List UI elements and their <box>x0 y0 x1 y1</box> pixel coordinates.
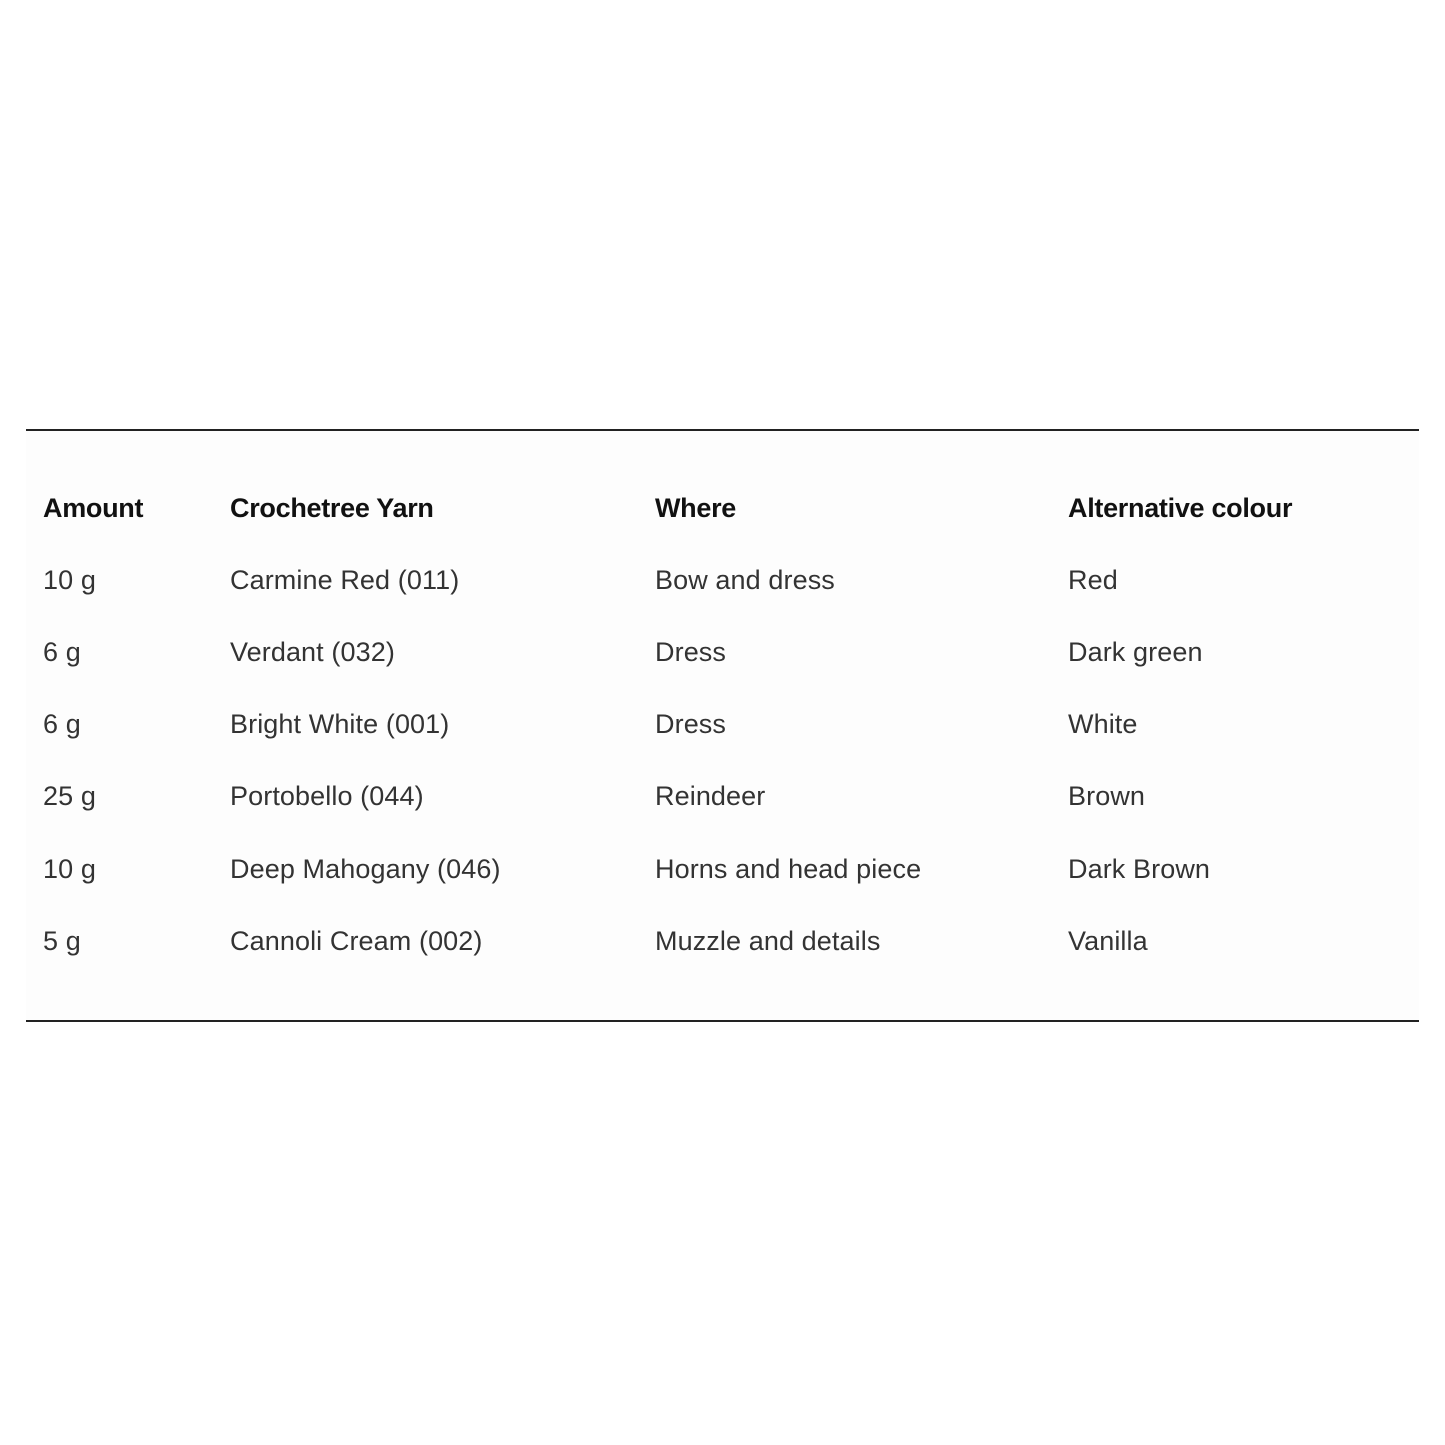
cell-yarn: Deep Mahogany (046) <box>230 853 501 884</box>
cell-where: Reindeer <box>655 781 766 812</box>
cell-amount: 10 g <box>43 853 96 884</box>
cell-amount: 6 g <box>43 636 81 667</box>
header-where: Where <box>655 492 737 523</box>
header-amount: Amount <box>43 492 144 523</box>
table-row <box>43 616 1398 688</box>
cell-alternative-colour: Vanilla <box>1068 925 1148 956</box>
cell-amount: 25 g <box>43 781 96 812</box>
cell-yarn: Portobello (044) <box>230 781 424 812</box>
cell-amount: 6 g <box>43 709 81 740</box>
cell-alternative-colour: Dark Brown <box>1068 853 1211 884</box>
table-header-row <box>43 472 1398 544</box>
header-yarn: Crochetree Yarn <box>230 492 434 523</box>
cell-alternative-colour: Red <box>1068 564 1118 595</box>
cell-where: Muzzle and details <box>655 925 881 956</box>
cell-alternative-colour: White <box>1068 709 1138 740</box>
cell-where: Horns and head piece <box>655 853 922 884</box>
cell-yarn: Bright White (001) <box>230 709 450 740</box>
cell-amount: 10 g <box>43 564 96 595</box>
cell-where: Dress <box>655 636 727 667</box>
cell-amount: 5 g <box>43 925 81 956</box>
bottom-divider <box>26 1020 1419 1022</box>
cell-yarn: Carmine Red (011) <box>230 564 460 595</box>
table-row <box>43 689 1398 761</box>
cell-alternative-colour: Dark green <box>1068 636 1203 667</box>
cell-where: Bow and dress <box>655 564 835 595</box>
table-row <box>43 833 1398 905</box>
table-row <box>43 544 1398 616</box>
cell-yarn: Cannoli Cream (002) <box>230 925 483 956</box>
cell-where: Dress <box>655 709 727 740</box>
table-row <box>43 761 1398 833</box>
top-divider <box>26 429 1419 431</box>
materials-table <box>43 472 1398 977</box>
cell-yarn: Verdant (032) <box>230 636 395 667</box>
cell-alternative-colour: Brown <box>1068 781 1146 812</box>
table-row <box>43 905 1398 977</box>
header-alternative-colour: Alternative colour <box>1068 492 1293 523</box>
